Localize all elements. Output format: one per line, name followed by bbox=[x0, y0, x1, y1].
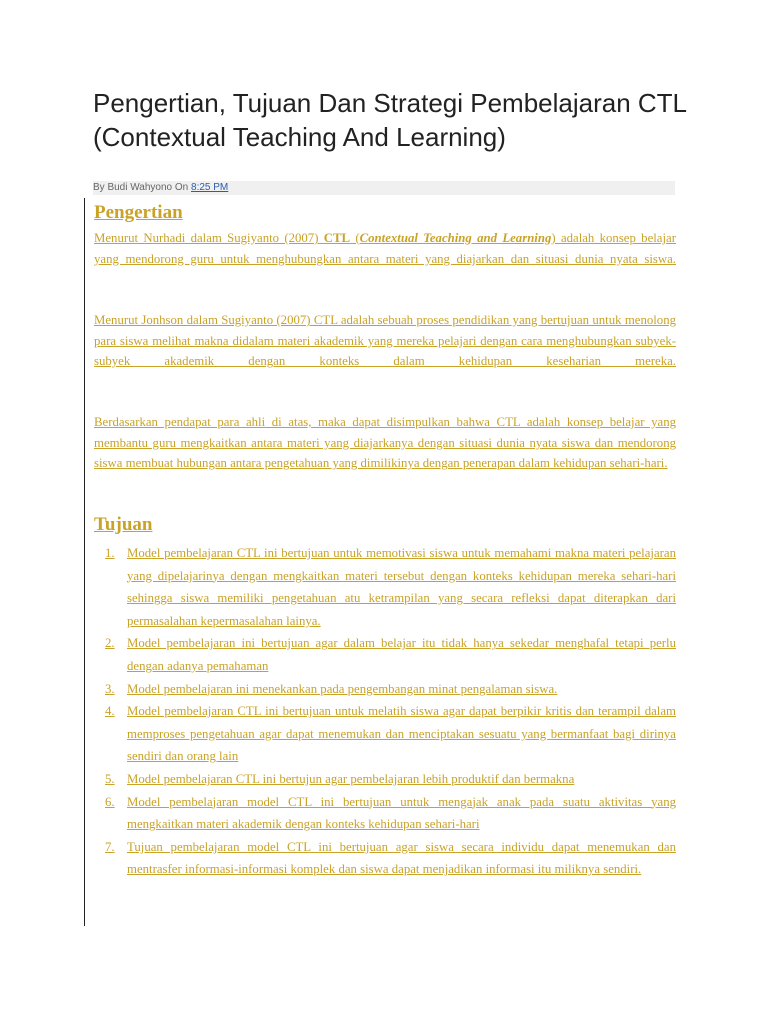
page-title: Pengertian, Tujuan Dan Strategi Pembelajaran CTL (Contextual Teaching And Learning) bbox=[93, 88, 687, 152]
heading-pengertian: Pengertian bbox=[94, 202, 183, 223]
list-item bbox=[94, 791, 676, 836]
paragraph-jonhson: Menurut Jonhson dalam Sugiyanto (2007) CTL adalah sebuah proses pendidikan yang bertujuan untuk menolong para siswa melihat makna didalam materi akademik yang mereka pelajari dengan cara menghubungkan subyek-subyek akademik dengan konteks dalam kehidupan keseharian mereka. bbox=[94, 313, 676, 369]
paragraph-kesimpulan: Berdasarkan pendapat para ahli di atas, maka dapat disimpulkan bahwa CTL adalah konsep belajar yang membantu guru mengkaitkan antara materi yang diajarkanya dengan situasi dunia nyata siswa dan mendorong siswa membuat hubungan antara pengetahuan yang dimilikinya dengan penerapan dalam kehidupan sehari-hari. bbox=[94, 415, 676, 471]
list-item-text: Model pembelajaran ini menekankan pada pengembangan minat pengalaman siswa. bbox=[127, 681, 558, 696]
list-item-number: 7. bbox=[105, 839, 115, 854]
list-item-number: 5. bbox=[105, 771, 115, 786]
p1-text-a: Menurut Nurhadi dalam Sugiyanto (2007) bbox=[94, 231, 324, 245]
list-item bbox=[94, 632, 676, 677]
list-item-number: 2. bbox=[105, 636, 115, 651]
list-item-text: Model pembelajaran CTL ini bertujuan untuk memotivasi siswa untuk memahami makna materi pelajaran yang dipelajarinya dengan mengkaitkan materi tersebut dengan konteks kehidupan mereka sehari-hari sehingga siswa memiliki pengetahuan atu ketrampilan yang secara refleksi dapat diterapkan dari permasalahan kepermasalahan lainya. bbox=[127, 546, 676, 628]
list-item-number: 4. bbox=[105, 704, 115, 719]
article-body bbox=[84, 198, 676, 926]
paragraph-nurhadi bbox=[94, 228, 676, 269]
p1-paren: ( bbox=[350, 231, 360, 245]
list-item-text: Tujuan pembelajaran model CTL ini bertujuan agar siswa secara individu dapat menemukan dan mentrasfer informasi-informasi komplek dan siswa dapat menjadikan informasi itu miliknya sendiri. bbox=[127, 839, 676, 877]
list-item-number: 1. bbox=[105, 546, 115, 560]
list-item-number: 6. bbox=[105, 794, 115, 809]
tujuan-list bbox=[94, 542, 676, 881]
list-item-text: Model pembelajaran CTL ini bertujun agar pembelajaran lebih produktif dan bermakna bbox=[127, 771, 575, 786]
list-item-text: Model pembelajaran CTL ini bertujuan untuk melatih siswa agar dapat berpikir kritis dan terampil dalam memproses pengetahuan agar dapat menemukan dan menciptakan sesuatu yang bermanfaat bagi dirinya sendiri dan orang lain bbox=[127, 704, 676, 764]
list-item-number: 3. bbox=[105, 681, 115, 696]
list-item bbox=[94, 836, 676, 881]
list-item-text: Model pembelajaran model CTL ini bertujuan untuk mengajak anak pada suatu aktivitas yang mengkaitkan materi akademik dengan konteks kehidupan sehari-hari bbox=[127, 794, 676, 832]
p1-italic-term: Contextual Teaching and Learning bbox=[359, 231, 552, 245]
list-item bbox=[94, 542, 676, 632]
post-time-link[interactable]: 8:25 PM bbox=[191, 182, 229, 193]
list-item-text: Model pembelajaran ini bertujuan agar dalam belajar itu tidak hanya sekedar menghafal tetapi perlu dengan adanya pemahaman bbox=[127, 636, 676, 673]
list-item bbox=[94, 768, 676, 791]
list-item bbox=[94, 678, 676, 701]
p1-ctl: CTL bbox=[323, 231, 351, 245]
heading-tujuan: Tujuan bbox=[94, 514, 153, 535]
byline-author: By Budi Wahyono On bbox=[93, 182, 192, 193]
byline bbox=[93, 181, 675, 195]
list-item bbox=[94, 700, 676, 768]
p1-text-b: ) adalah konsep belajar yang mendorong guru untuk menghubungkan antara materi yang diajarkan dan situasi dunia nyata siswa. bbox=[94, 231, 676, 266]
